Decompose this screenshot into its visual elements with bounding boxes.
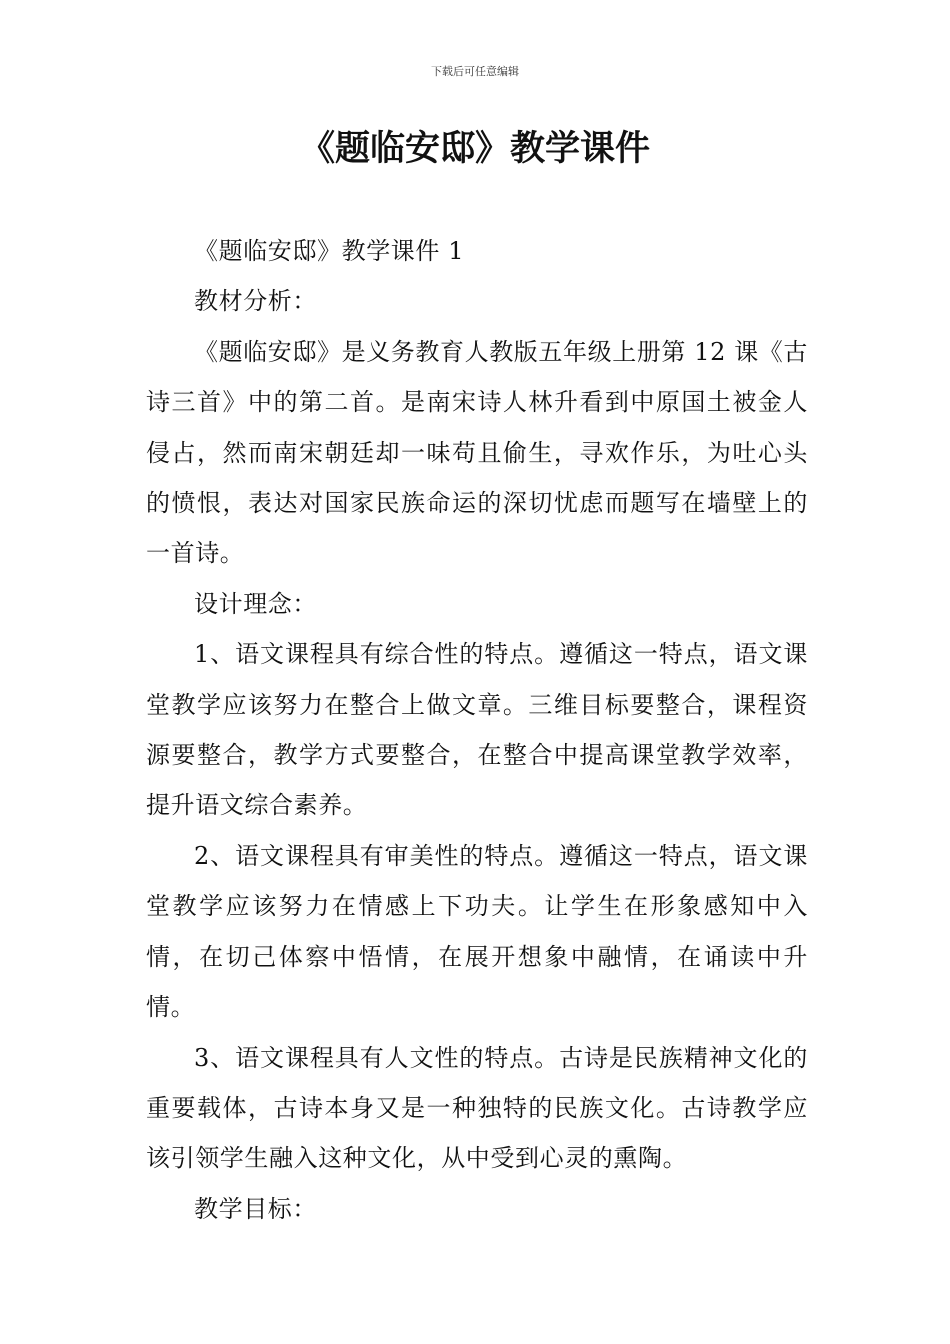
section-heading-material-analysis: 教材分析： [194, 287, 317, 316]
document-body [146, 226, 808, 1234]
section-heading-design-concept: 设计理念： [194, 589, 317, 618]
design-concept-item-2: 2、语文课程具有审美性的特点。遵循这一特点，语文课堂教学应该努力在情感上下功夫。让学生在形象感知中入情，在切己体察中悟情，在展开想象中融情，在诵读中升情。 [146, 841, 808, 1022]
material-analysis-paragraph: 《题临安邸》是义务教育人教版五年级上册第 12 课《古诗三首》中的第二首。是南宋诗人林升看到中原国土被金人侵占，然而南宋朝廷却一味苟且偷生，寻欢作乐，为吐心头的愤恨，表达对国家民族命运的深切忧虑而题写在墙壁上的一首诗。 [146, 337, 808, 568]
design-concept-item-1: 1、语文课程具有综合性的特点。遵循这一特点，语文课堂教学应该努力在整合上做文章。三维目标要整合，课程资源要整合，教学方式要整合，在整合中提高课堂教学效率，提升语文综合素养。 [146, 640, 808, 820]
page-title: 《题临安邸》教学课件 [299, 129, 650, 169]
subtitle-paragraph: 《题临安邸》教学课件 1 [194, 237, 465, 265]
section-heading-teaching-goals: 教学目标： [194, 1194, 317, 1223]
design-concept-item-3: 3、语文课程具有人文性的特点。古诗是民族精神文化的重要载体，古诗本身又是一种独特的民族文化。古诗教学应该引领学生融入这种文化，从中受到心灵的熏陶。 [146, 1043, 808, 1173]
header-note: 下载后可任意编辑 [431, 65, 519, 78]
